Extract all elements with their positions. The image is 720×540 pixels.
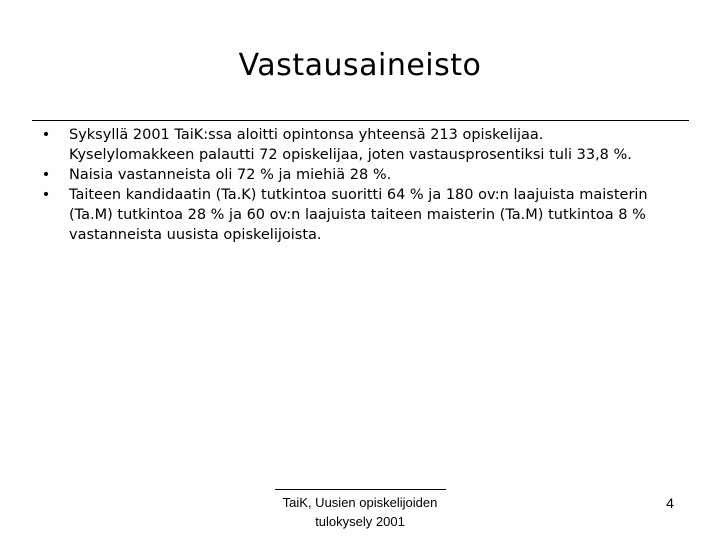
- bullet-text: Naisia vastanneista oli 72 % ja miehiä 28 %.: [69, 167, 392, 183]
- footer-divider: [275, 489, 446, 490]
- bullet-item: [40, 185, 665, 245]
- bullet-icon: •: [41, 127, 51, 143]
- bullet-text: Syksyllä 2001 TaiK:ssa aloitti opintonsa yhteensä 213 opiskelijaa. Kyselylomakkeen palautti 72 opiskelijaa, joten vastausprosentiksi tuli 33,8 %.: [69, 127, 632, 163]
- footer-line-1: TaiK, Uusien opiskelijoiden: [282, 495, 438, 510]
- page-number: 4: [666, 495, 674, 511]
- bullet-list: [40, 125, 665, 245]
- bullet-icon: •: [41, 167, 51, 183]
- title-divider: [32, 120, 689, 121]
- bullet-item: [40, 125, 665, 165]
- footer-caption: [260, 493, 460, 531]
- bullet-text: Taiteen kandidaatin (Ta.K) tutkintoa suoritti 64 % ja 180 ov:n laajuista maisterin (Ta.M) tutkintoa 28 % ja 60 ov:n laajuista taiteen maisterin (Ta.M) tutkintoa 8 % vastanneista uusista opiskelijoista.: [69, 187, 648, 243]
- bullet-icon: •: [41, 187, 51, 203]
- footer-line-2: tulokysely 2001: [315, 514, 405, 529]
- bullet-item: [40, 165, 665, 185]
- slide-title: Vastausaineisto: [238, 48, 482, 83]
